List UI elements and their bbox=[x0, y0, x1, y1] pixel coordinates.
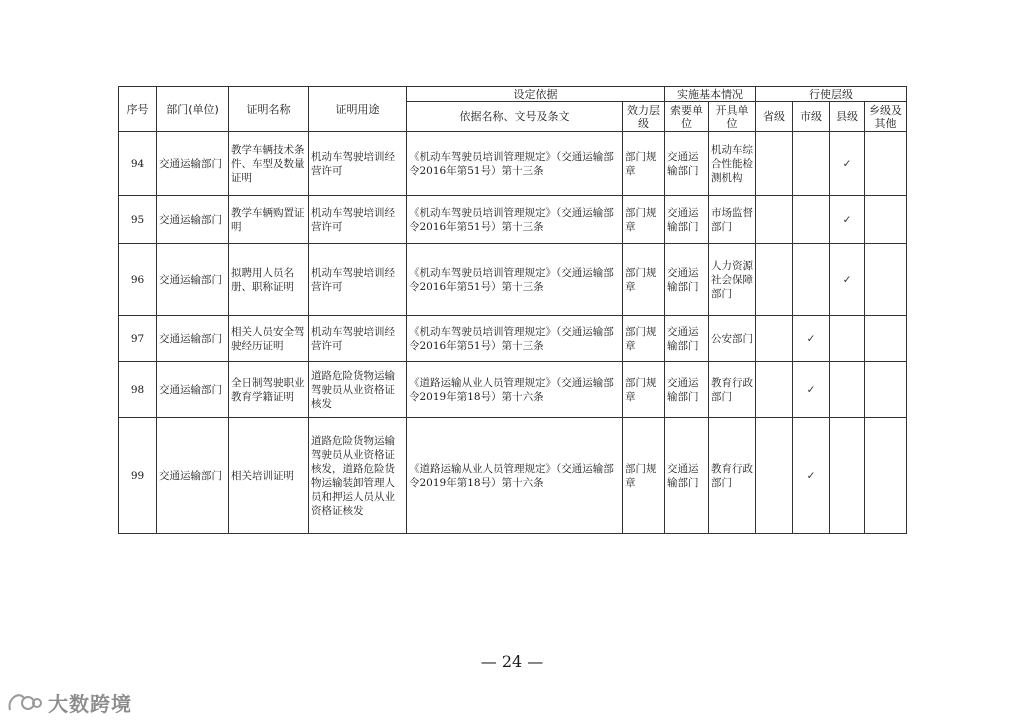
cell-basis: 《机动车驾驶员培训管理规定》（交通运输部令2016年第51号）第十三条 bbox=[407, 196, 623, 244]
cell-basis: 《道路运输从业人员管理规定》（交通运输部令2019年第18号）第十六条 bbox=[407, 362, 623, 418]
cell-township bbox=[865, 418, 907, 534]
cell-cert-name: 教学车辆技术条件、车型及数量证明 bbox=[229, 132, 309, 196]
cell-seq: 99 bbox=[119, 418, 157, 534]
cell-cert-name: 教学车辆购置证明 bbox=[229, 196, 309, 244]
header-seq: 序号 bbox=[119, 87, 157, 132]
cell-dept: 交通运输部门 bbox=[157, 418, 229, 534]
check-icon: ✓ bbox=[830, 244, 865, 316]
header-dept: 部门(单位) bbox=[157, 87, 229, 132]
cell-issue-unit: 机动车综合性能检测机构 bbox=[709, 132, 756, 196]
table-row bbox=[119, 316, 907, 362]
header-county: 县级 bbox=[830, 102, 865, 132]
certificate-table bbox=[118, 86, 907, 534]
cell-req-unit: 交通运输部门 bbox=[665, 244, 709, 316]
watermark-logo-icon bbox=[6, 692, 44, 714]
cell-req-unit: 交通运输部门 bbox=[665, 362, 709, 418]
check-icon: ✓ bbox=[793, 418, 830, 534]
cell-effect: 部门规章 bbox=[623, 362, 665, 418]
cell-cert-use: 道路危险货物运输驾驶员从业资格证核发，道路危险货物运输装卸管理人员和押运人员从业资格证核发 bbox=[309, 418, 407, 534]
cell-effect: 部门规章 bbox=[623, 196, 665, 244]
cell-issue-unit: 教育行政部门 bbox=[709, 418, 756, 534]
header-township: 乡级及其他 bbox=[865, 102, 907, 132]
header-req-unit: 索要单位 bbox=[665, 102, 709, 132]
header-level-group: 行使层级 bbox=[756, 87, 907, 102]
table-row bbox=[119, 244, 907, 316]
cell-effect: 部门规章 bbox=[623, 316, 665, 362]
cell-county bbox=[830, 316, 865, 362]
cell-seq: 94 bbox=[119, 132, 157, 196]
cell-basis: 《道路运输从业人员管理规定》（交通运输部令2019年第18号）第十六条 bbox=[407, 418, 623, 534]
cell-issue-unit: 人力资源社会保障部门 bbox=[709, 244, 756, 316]
cell-cert-name: 拟聘用人员名册、职称证明 bbox=[229, 244, 309, 316]
cell-dept: 交通运输部门 bbox=[157, 316, 229, 362]
cell-cert-name: 相关人员安全驾驶经历证明 bbox=[229, 316, 309, 362]
cell-city bbox=[793, 244, 830, 316]
cell-province bbox=[756, 244, 793, 316]
cell-province bbox=[756, 132, 793, 196]
cell-dept: 交通运输部门 bbox=[157, 196, 229, 244]
header-cert-name: 证明名称 bbox=[229, 87, 309, 132]
cell-province bbox=[756, 362, 793, 418]
cell-req-unit: 交通运输部门 bbox=[665, 196, 709, 244]
cell-township bbox=[865, 244, 907, 316]
cell-county bbox=[830, 362, 865, 418]
check-icon: ✓ bbox=[830, 196, 865, 244]
cell-city bbox=[793, 132, 830, 196]
cell-basis: 《机动车驾驶员培训管理规定》（交通运输部令2016年第51号）第十三条 bbox=[407, 316, 623, 362]
cell-cert-use: 机动车驾驶培训经营许可 bbox=[309, 196, 407, 244]
cell-dept: 交通运输部门 bbox=[157, 362, 229, 418]
header-province: 省级 bbox=[756, 102, 793, 132]
header-basis-group: 设定依据 bbox=[407, 87, 665, 102]
table-row bbox=[119, 418, 907, 534]
cell-cert-use: 道路危险货物运输驾驶员从业资格证核发 bbox=[309, 362, 407, 418]
check-icon: ✓ bbox=[830, 132, 865, 196]
table-row bbox=[119, 132, 907, 196]
header-basis-name: 依据名称、文号及条文 bbox=[407, 102, 623, 132]
cell-req-unit: 交通运输部门 bbox=[665, 316, 709, 362]
cell-cert-use: 机动车驾驶培训经营许可 bbox=[309, 316, 407, 362]
cell-province bbox=[756, 316, 793, 362]
cell-dept: 交通运输部门 bbox=[157, 132, 229, 196]
cell-req-unit: 交通运输部门 bbox=[665, 418, 709, 534]
header-issue-unit: 开具单位 bbox=[709, 102, 756, 132]
page-number: — 24 — bbox=[480, 652, 544, 671]
cell-issue-unit: 教育行政部门 bbox=[709, 362, 756, 418]
cell-effect: 部门规章 bbox=[623, 244, 665, 316]
cell-seq: 97 bbox=[119, 316, 157, 362]
cell-basis: 《机动车驾驶员培训管理规定》（交通运输部令2016年第51号）第十三条 bbox=[407, 244, 623, 316]
table-row bbox=[119, 196, 907, 244]
cell-issue-unit: 市场监督部门 bbox=[709, 196, 756, 244]
cell-seq: 96 bbox=[119, 244, 157, 316]
header-impl-group: 实施基本情况 bbox=[665, 87, 756, 102]
cell-effect: 部门规章 bbox=[623, 418, 665, 534]
check-icon: ✓ bbox=[793, 316, 830, 362]
header-city: 市级 bbox=[793, 102, 830, 132]
check-icon: ✓ bbox=[793, 362, 830, 418]
cell-cert-use: 机动车驾驶培训经营许可 bbox=[309, 132, 407, 196]
cell-issue-unit: 公安部门 bbox=[709, 316, 756, 362]
cell-effect: 部门规章 bbox=[623, 132, 665, 196]
cell-province bbox=[756, 418, 793, 534]
cell-basis: 《机动车驾驶员培训管理规定》（交通运输部令2016年第51号）第十三条 bbox=[407, 132, 623, 196]
cell-cert-name: 相关培训证明 bbox=[229, 418, 309, 534]
cell-county bbox=[830, 418, 865, 534]
watermark bbox=[6, 688, 132, 717]
cell-dept: 交通运输部门 bbox=[157, 244, 229, 316]
table-row bbox=[119, 362, 907, 418]
cell-seq: 98 bbox=[119, 362, 157, 418]
cell-province bbox=[756, 196, 793, 244]
cell-township bbox=[865, 362, 907, 418]
watermark-text: 大数跨境 bbox=[48, 692, 132, 716]
cell-city bbox=[793, 196, 830, 244]
cell-cert-name: 全日制驾驶职业教育学籍证明 bbox=[229, 362, 309, 418]
cell-seq: 95 bbox=[119, 196, 157, 244]
cell-township bbox=[865, 132, 907, 196]
cell-township bbox=[865, 316, 907, 362]
cell-township bbox=[865, 196, 907, 244]
cell-req-unit: 交通运输部门 bbox=[665, 132, 709, 196]
header-effect-level: 效力层级 bbox=[623, 102, 665, 132]
header-cert-use: 证明用途 bbox=[309, 87, 407, 132]
cell-cert-use: 机动车驾驶培训经营许可 bbox=[309, 244, 407, 316]
